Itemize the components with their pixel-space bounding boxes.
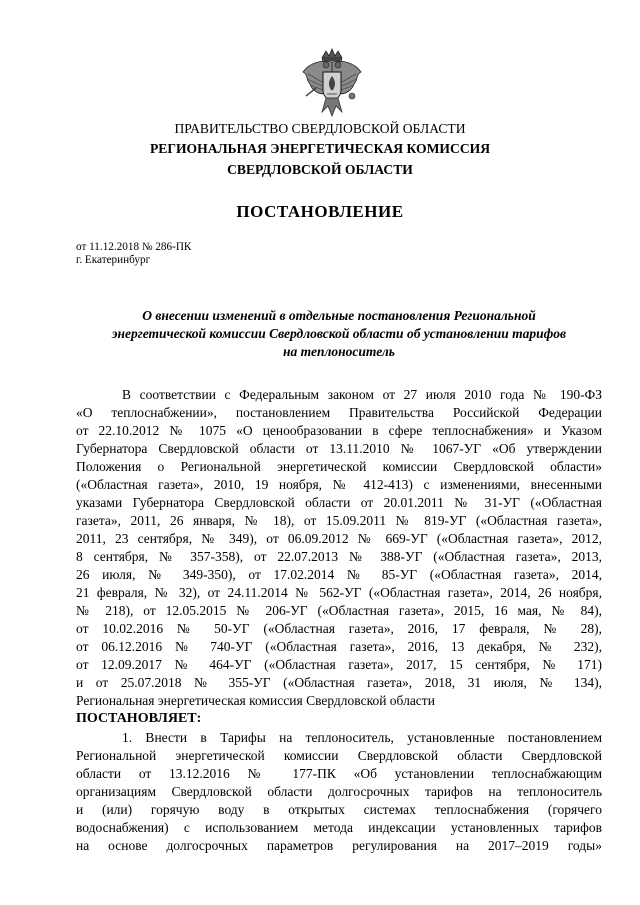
subject-line: энергетической комиссии Свердловской области об установлении тарифов [111,326,567,341]
document-title: ПОСТАНОВЛЕНИЕ [236,202,404,221]
body-line: 26 июля, № 349-350), от 17.02.2014 № 85-УГ («Областная газета», 2014, [76,567,602,582]
document-city: г. Екатеринбург [76,254,151,266]
body-line: № 218), от 12.05.2015 № 206-УГ («Областная газета», 2015, 16 мая, № 84), [76,603,602,618]
commission-name-line1: РЕГИОНАЛЬНАЯ ЭНЕРГЕТИЧЕСКАЯ КОМИССИЯ [149,141,491,156]
item-line: водоснабжения) с использованием метода индексации установленных тарифов [76,820,602,835]
item-line: области от 13.12.2016 № 177-ПК «Об установлении теплоснабжающим [76,766,602,781]
document-date-number: от 11.12.2018 № 286-ПК [76,241,192,253]
item-line: 1. Внести в Тарифы на теплоноситель, установленные постановлением [122,730,602,745]
body-line: 21 февраля, № 32), от 24.11.2014 № 562-УГ («Областная газета», 2014, 26 ноября, [76,585,602,600]
body-line: 8 сентября, № 357-358), от 22.07.2013 № 388-УГ («Областная газета», 2013, [76,549,602,564]
body-line: указами Губернатора Свердловской области от 20.01.2011 № 31-УГ («Областная [76,495,602,510]
body-line: от 06.12.2016 № 740-УГ («Областная газета», 2016, 13 декабря, № 232), [76,639,602,654]
subject-line: О внесении изменений в отдельные постановления Региональной [142,308,536,323]
body-line: Положения о Региональной энергетической комиссии Свердловской области» [76,459,602,474]
body-line: («Областная газета», 2010, 19 ноября, № 412-413) с изменениями, внесенными [76,477,602,492]
item-line: организациям Свердловской области долгосрочных тарифов на теплоноситель [76,784,602,799]
item-line: на основе долгосрочных параметров регулирования на 2017–2019 годы» [76,838,602,853]
body-line: В соответствии с Федеральным законом от 27 июля 2010 года № 190-ФЗ [122,387,602,402]
item-line: и (или) горячую воду в открытых системах теплоснабжения (горячего [76,802,602,817]
body-line: газета», 2011, 26 января, № 18), от 15.09.2011 № 819-УГ («Областная газета», [76,513,602,528]
decree-word: ПОСТАНОВЛЯЕТ: [76,711,202,726]
subject-line: на теплоноситель [283,344,395,359]
government-name: ПРАВИТЕЛЬСТВО СВЕРДЛОВСКОЙ ОБЛАСТИ [174,121,466,136]
body-line: Губернатора Свердловской области от 13.11.2010 № 1067-УГ «Об утверждении [76,441,602,456]
body-line: «О теплоснабжении», постановлением Правительства Российской Федерации [76,405,602,420]
commission-name-line2: СВЕРДЛОВСКОЙ ОБЛАСТИ [227,162,413,177]
item-line: Региональной энергетической комиссии Свердловской области Свердловской [76,748,602,763]
body-line: от 10.02.2016 № 50-УГ («Областная газета», 2016, 17 февраля, № 28), [76,621,602,636]
body-line: Региональная энергетическая комиссия Свердловской области [76,693,435,708]
body-line: и от 25.07.2018 № 355-УГ («Областная газета», 2018, 31 июля, № 134), [76,675,602,690]
coat-of-arms-emblem [300,48,364,122]
body-line: 2011, 23 сентября, № 349), от 06.09.2012 № 669-УГ («Областная газета», 2012, [76,531,602,546]
body-line: от 22.10.2012 № 1075 «О ценообразовании в сфере теплоснабжения» и Указом [76,423,602,438]
body-line: от 12.09.2017 № 464-УГ («Областная газета», 2017, 15 сентября, № 171) [76,657,602,672]
